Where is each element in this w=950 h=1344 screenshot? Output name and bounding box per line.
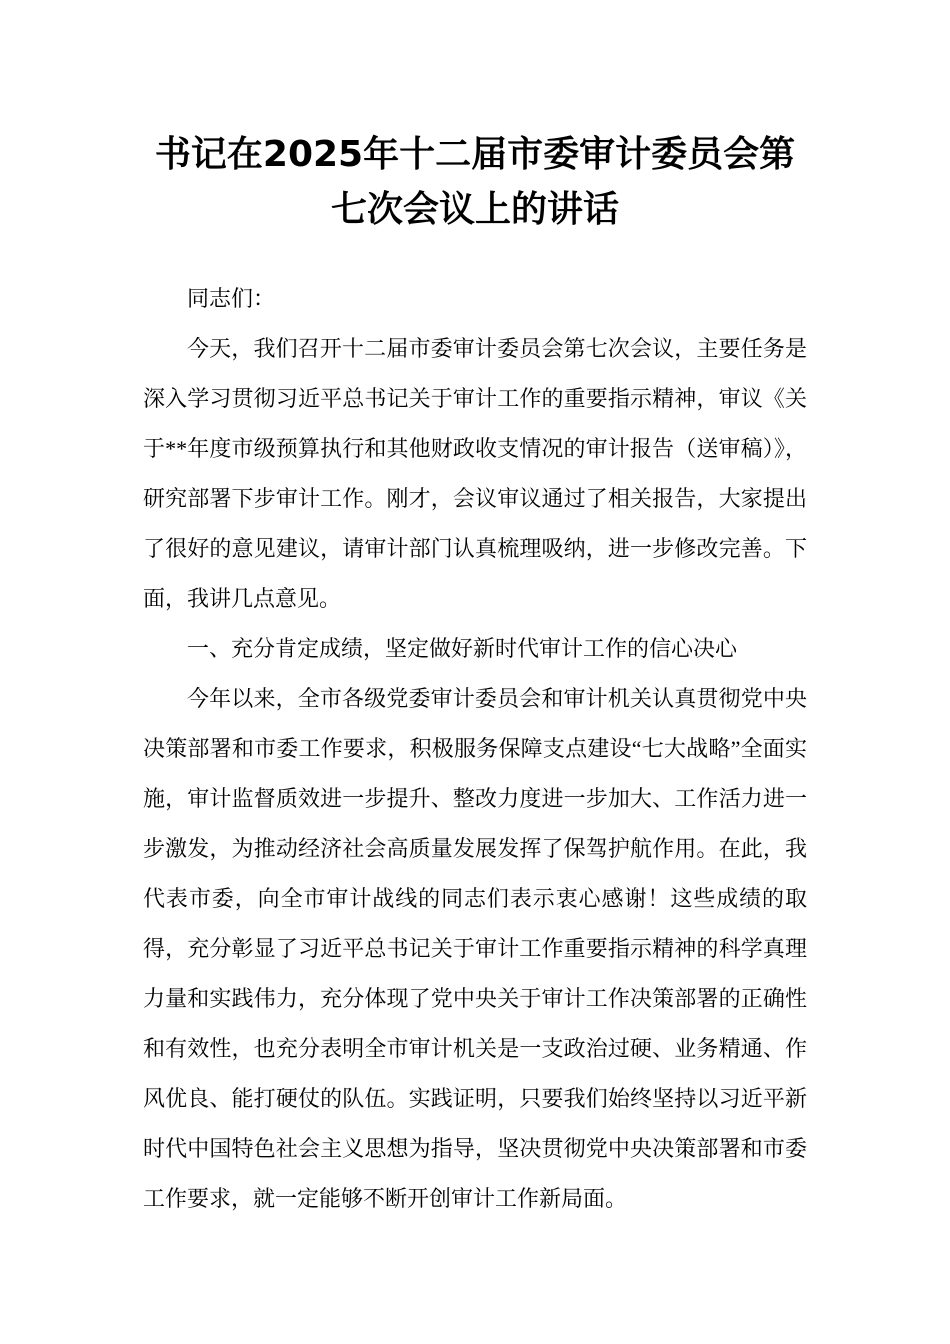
- section-heading-1: 一、充分肯定成绩，坚定做好新时代审计工作的信心决心: [187, 636, 738, 661]
- salutation-paragraph: 同志们：: [187, 286, 276, 311]
- section-1-body-paragraph: 今年以来，全市各级党委审计委员会和审计机关认真贯彻党中央决策部署和市委工作要求，积极服务保障支点建设“七大战略”全面实施，审计监督质效进一步提升、整改力度进一步加大、工作活力进一步激发，为推动经济社会高质量发展发挥了保驾护航作用。在此，我代表市委，向全市审计战线的同志们表示衷心感谢！这些成绩的取得，充分彰显了习近平总书记关于审计工作重要指示精神的科学真理力量和实践伟力，充分体现了党中央关于审计工作决策部署的正确性和有效性，也充分表明全市审计机关是一支政治过硬、业务精通、作风优良、能打硬仗的队伍。实践证明，只要我们始终坚持以习近平新时代中国特色社会主义思想为指导，坚决贯彻党中央决策部署和市委工作要求，就一定能够不断开创审计工作新局面。: [143, 686, 807, 1211]
- document-title: 书记在2025年十二届市委审计委员会第七次会议上的讲话: [154, 134, 796, 230]
- opening-paragraph: 今天，我们召开十二届市委审计委员会第七次会议，主要任务是深入学习贯彻习近平总书记关于审计工作的重要指示精神，审议《关于**年度市级预算执行和其他财政收支情况的审计报告（送审稿）》，研究部署下步审计工作。刚才，会议审议通过了相关报告，大家提出了很好的意见建议，请审计部门认真梳理吸纳，进一步修改完善。下面，我讲几点意见。: [143, 336, 807, 611]
